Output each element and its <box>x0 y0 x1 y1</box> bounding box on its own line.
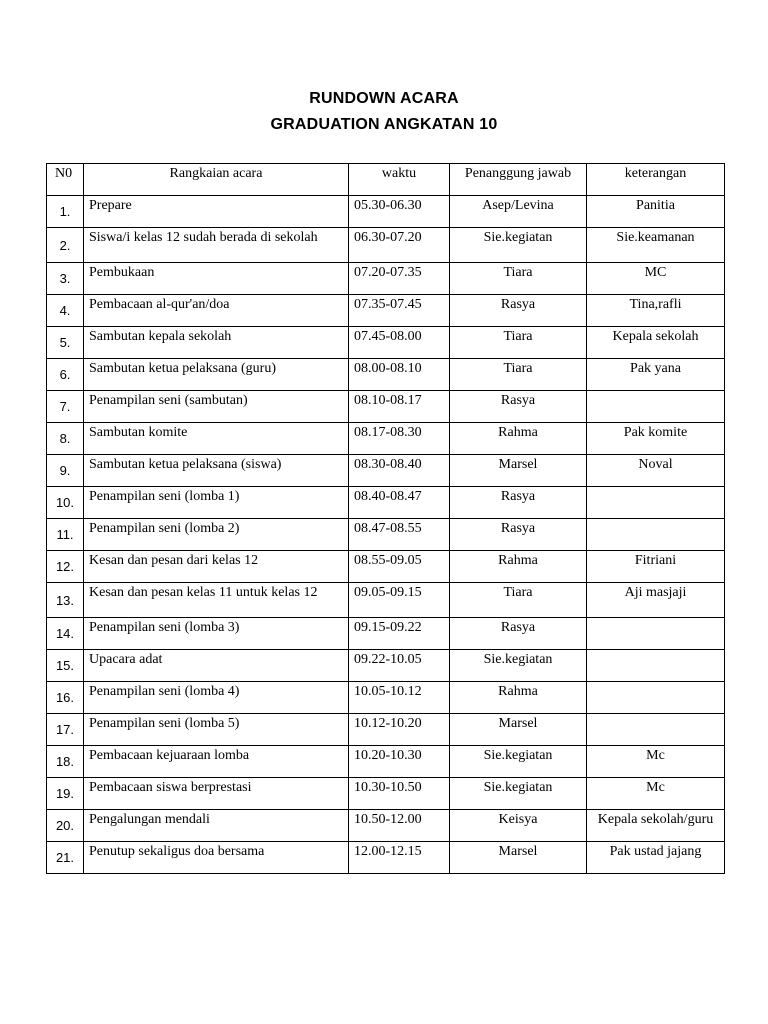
table-row <box>47 810 725 842</box>
table-row <box>47 391 725 423</box>
row-acara: Penampilan seni (lomba 3) <box>84 618 349 650</box>
row-number: 4. <box>47 295 84 327</box>
row-waktu: 10.50-12.00 <box>349 810 450 842</box>
row-number: 7. <box>47 391 84 423</box>
row-acara: Penampilan seni (lomba 5) <box>84 714 349 746</box>
document-subtitle: GRADUATION ANGKATAN 10 <box>270 116 498 133</box>
table-header-row <box>47 164 725 196</box>
row-acara: Pengalungan mendali <box>84 810 349 842</box>
row-keterangan <box>587 487 725 519</box>
header-waktu: waktu <box>349 164 450 196</box>
row-acara: Siswa/i kelas 12 sudah berada di sekolah <box>84 228 349 263</box>
row-number: 19. <box>47 778 84 810</box>
row-penanggung-jawab: Rahma <box>450 551 587 583</box>
row-number: 13. <box>47 583 84 618</box>
header-keterangan: keterangan <box>587 164 725 196</box>
table-row <box>47 487 725 519</box>
table-row <box>47 295 725 327</box>
row-keterangan <box>587 519 725 551</box>
row-keterangan: Mc <box>587 746 725 778</box>
row-keterangan <box>587 682 725 714</box>
row-number: 11. <box>47 519 84 551</box>
row-keterangan: Kepala sekolah/guru <box>587 810 725 842</box>
row-keterangan: Pak komite <box>587 423 725 455</box>
row-waktu: 08.55-09.05 <box>349 551 450 583</box>
row-acara: Prepare <box>84 196 349 228</box>
row-number: 21. <box>47 842 84 874</box>
row-penanggung-jawab: Tiara <box>450 583 587 618</box>
row-waktu: 10.05-10.12 <box>349 682 450 714</box>
row-number: 14. <box>47 618 84 650</box>
header-acara: Rangkaian acara <box>84 164 349 196</box>
table-row <box>47 746 725 778</box>
row-acara: Pembacaan al-qur'an/doa <box>84 295 349 327</box>
row-keterangan: Pak yana <box>587 359 725 391</box>
table-row <box>47 519 725 551</box>
row-keterangan: Noval <box>587 455 725 487</box>
row-number: 3. <box>47 263 84 295</box>
row-number: 5. <box>47 327 84 359</box>
table-row <box>47 650 725 682</box>
row-waktu: 05.30-06.30 <box>349 196 450 228</box>
row-waktu: 09.15-09.22 <box>349 618 450 650</box>
row-keterangan: MC <box>587 263 725 295</box>
row-acara: Penampilan seni (sambutan) <box>84 391 349 423</box>
row-number: 9. <box>47 455 84 487</box>
row-keterangan: Sie.keamanan <box>587 228 725 263</box>
table-row <box>47 618 725 650</box>
row-number: 6. <box>47 359 84 391</box>
header-no: N0 <box>47 164 84 196</box>
row-acara: Sambutan kepala sekolah <box>84 327 349 359</box>
row-waktu: 08.00-08.10 <box>349 359 450 391</box>
row-acara: Penampilan seni (lomba 4) <box>84 682 349 714</box>
row-penanggung-jawab: Keisya <box>450 810 587 842</box>
row-keterangan <box>587 618 725 650</box>
row-penanggung-jawab: Rasya <box>450 519 587 551</box>
row-number: 10. <box>47 487 84 519</box>
row-keterangan: Fitriani <box>587 551 725 583</box>
row-waktu: 08.47-08.55 <box>349 519 450 551</box>
row-waktu: 08.30-08.40 <box>349 455 450 487</box>
row-acara: Sambutan ketua pelaksana (siswa) <box>84 455 349 487</box>
row-penanggung-jawab: Rasya <box>450 391 587 423</box>
row-penanggung-jawab: Sie.kegiatan <box>450 650 587 682</box>
row-waktu: 10.20-10.30 <box>349 746 450 778</box>
table-row <box>47 263 725 295</box>
row-acara: Penampilan seni (lomba 1) <box>84 487 349 519</box>
row-penanggung-jawab: Rasya <box>450 295 587 327</box>
row-number: 8. <box>47 423 84 455</box>
row-number: 16. <box>47 682 84 714</box>
row-number: 18. <box>47 746 84 778</box>
row-keterangan: Mc <box>587 778 725 810</box>
row-penanggung-jawab: Rahma <box>450 682 587 714</box>
table-row <box>47 359 725 391</box>
table-row <box>47 714 725 746</box>
row-number: 15. <box>47 650 84 682</box>
table-row <box>47 455 725 487</box>
row-penanggung-jawab: Rasya <box>450 618 587 650</box>
row-waktu: 08.10-08.17 <box>349 391 450 423</box>
row-keterangan <box>587 714 725 746</box>
row-keterangan: Panitia <box>587 196 725 228</box>
row-waktu: 08.40-08.47 <box>349 487 450 519</box>
row-penanggung-jawab: Rasya <box>450 487 587 519</box>
table-row <box>47 551 725 583</box>
row-acara: Pembukaan <box>84 263 349 295</box>
row-penanggung-jawab: Sie.kegiatan <box>450 228 587 263</box>
row-number: 1. <box>47 196 84 228</box>
header-penanggung-jawab: Penanggung jawab <box>450 164 587 196</box>
table-row <box>47 842 725 874</box>
row-penanggung-jawab: Marsel <box>450 455 587 487</box>
document-title: RUNDOWN ACARA <box>309 90 459 107</box>
rundown-table <box>46 163 725 874</box>
table-row <box>47 682 725 714</box>
row-number: 20. <box>47 810 84 842</box>
row-keterangan: Tina,rafli <box>587 295 725 327</box>
row-keterangan <box>587 391 725 423</box>
row-acara: Kesan dan pesan dari kelas 12 <box>84 551 349 583</box>
table-row <box>47 423 725 455</box>
row-waktu: 09.22-10.05 <box>349 650 450 682</box>
row-waktu: 07.45-08.00 <box>349 327 450 359</box>
row-waktu: 08.17-08.30 <box>349 423 450 455</box>
row-number: 2. <box>47 228 84 263</box>
row-penanggung-jawab: Sie.kegiatan <box>450 778 587 810</box>
table-row <box>47 778 725 810</box>
row-penanggung-jawab: Asep/Levina <box>450 196 587 228</box>
row-acara: Penutup sekaligus doa bersama <box>84 842 349 874</box>
table-row <box>47 228 725 263</box>
row-acara: Sambutan ketua pelaksana (guru) <box>84 359 349 391</box>
row-acara: Sambutan komite <box>84 423 349 455</box>
row-waktu: 12.00-12.15 <box>349 842 450 874</box>
row-keterangan: Aji masjaji <box>587 583 725 618</box>
row-waktu: 06.30-07.20 <box>349 228 450 263</box>
row-number: 12. <box>47 551 84 583</box>
row-waktu: 10.30-10.50 <box>349 778 450 810</box>
row-acara: Kesan dan pesan kelas 11 untuk kelas 12 <box>84 583 349 618</box>
row-penanggung-jawab: Sie.kegiatan <box>450 746 587 778</box>
row-number: 17. <box>47 714 84 746</box>
table-row <box>47 196 725 228</box>
row-acara: Pembacaan kejuaraan lomba <box>84 746 349 778</box>
row-waktu: 07.35-07.45 <box>349 295 450 327</box>
row-acara: Upacara adat <box>84 650 349 682</box>
row-acara: Penampilan seni (lomba 2) <box>84 519 349 551</box>
row-penanggung-jawab: Tiara <box>450 263 587 295</box>
table-row <box>47 583 725 618</box>
row-penanggung-jawab: Marsel <box>450 714 587 746</box>
row-keterangan: Kepala sekolah <box>587 327 725 359</box>
row-waktu: 07.20-07.35 <box>349 263 450 295</box>
table-row <box>47 327 725 359</box>
row-keterangan <box>587 650 725 682</box>
row-waktu: 09.05-09.15 <box>349 583 450 618</box>
row-penanggung-jawab: Tiara <box>450 359 587 391</box>
row-keterangan: Pak ustad jajang <box>587 842 725 874</box>
row-penanggung-jawab: Marsel <box>450 842 587 874</box>
row-penanggung-jawab: Rahma <box>450 423 587 455</box>
row-penanggung-jawab: Tiara <box>450 327 587 359</box>
row-acara: Pembacaan siswa berprestasi <box>84 778 349 810</box>
row-waktu: 10.12-10.20 <box>349 714 450 746</box>
